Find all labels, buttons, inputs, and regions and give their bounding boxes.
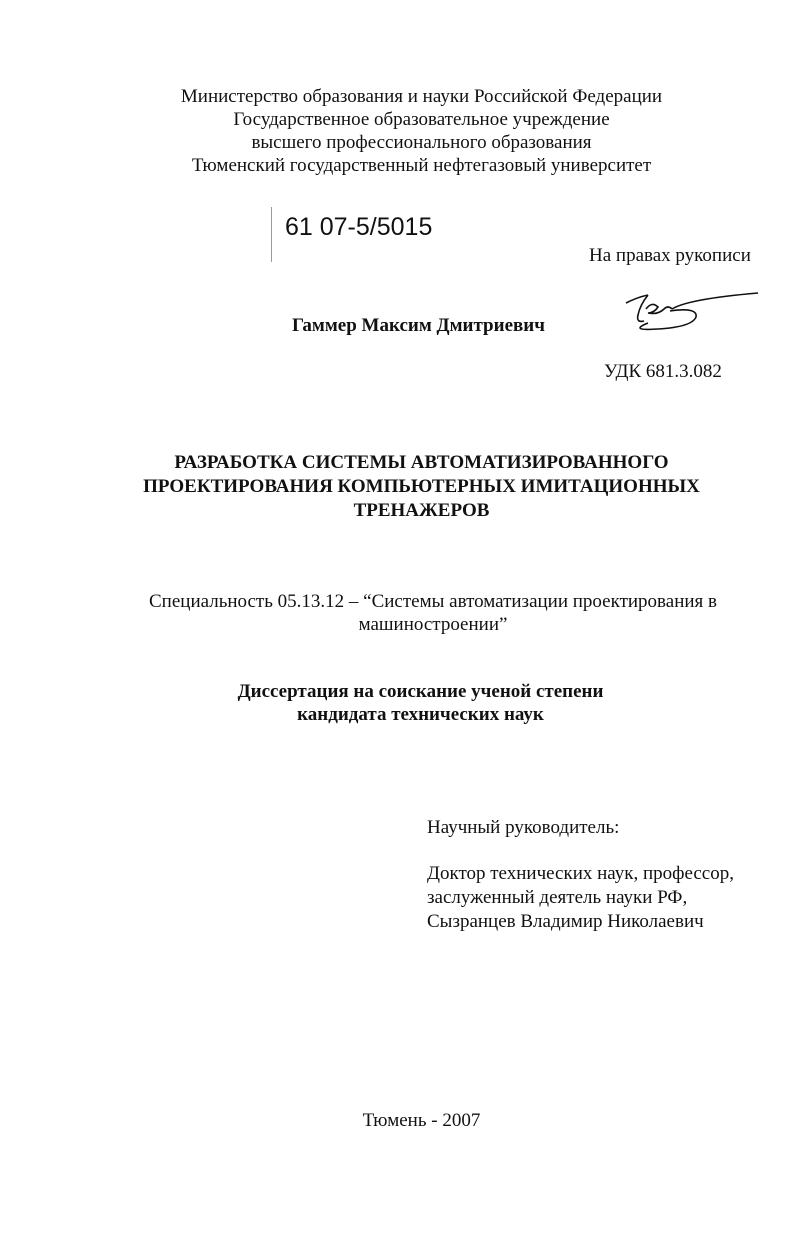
udc-code: УДК 681.3.082 [604,361,722,382]
specialty-statement [133,590,733,636]
specialty-line: машиностроении” [358,614,508,635]
degree-statement [0,680,793,726]
header-line: Государственное образовательное учреждение [233,109,610,130]
institution-header [0,85,793,177]
author-name: Гаммер Максим Дмитриевич [292,315,545,336]
credential-line: Доктор технических наук, профессор, [427,863,734,884]
specialty-line: Специальность 05.13.12 – “Системы автоматизации проектирования в [149,591,717,612]
supervisor-label: Научный руководитель: [427,817,620,838]
title-line: ТРЕНАЖЕРОВ [353,500,490,521]
credential-line: Сызранцев Владимир Николаевич [427,911,704,932]
manuscript-rights-note: На правах рукописи [589,245,751,266]
degree-line: кандидата технических наук [297,704,544,725]
degree-line: Диссертация на соискание ученой степени [237,681,604,702]
stamp-divider [271,207,272,262]
header-line: Министерство образования и науки Российской Федерации [180,86,663,107]
handwritten-signature [618,283,763,343]
title-line: РАЗРАБОТКА СИСТЕМЫ АВТОМАТИЗИРОВАННОГО [174,452,669,473]
title-line: ПРОЕКТИРОВАНИЯ КОМПЬЮТЕРНЫХ ИМИТАЦИОННЫХ [143,476,700,497]
supervisor-credentials [427,862,734,934]
header-line: Тюменский государственный нефтегазовый университет [191,155,652,176]
header-line: высшего профессионального образования [251,132,592,153]
library-stamp-code: 61 07-5/5015 [285,213,433,241]
city-year: Тюмень - 2007 [362,1110,481,1131]
credential-line: заслуженный деятель науки РФ, [427,887,688,908]
dissertation-title [0,451,793,523]
